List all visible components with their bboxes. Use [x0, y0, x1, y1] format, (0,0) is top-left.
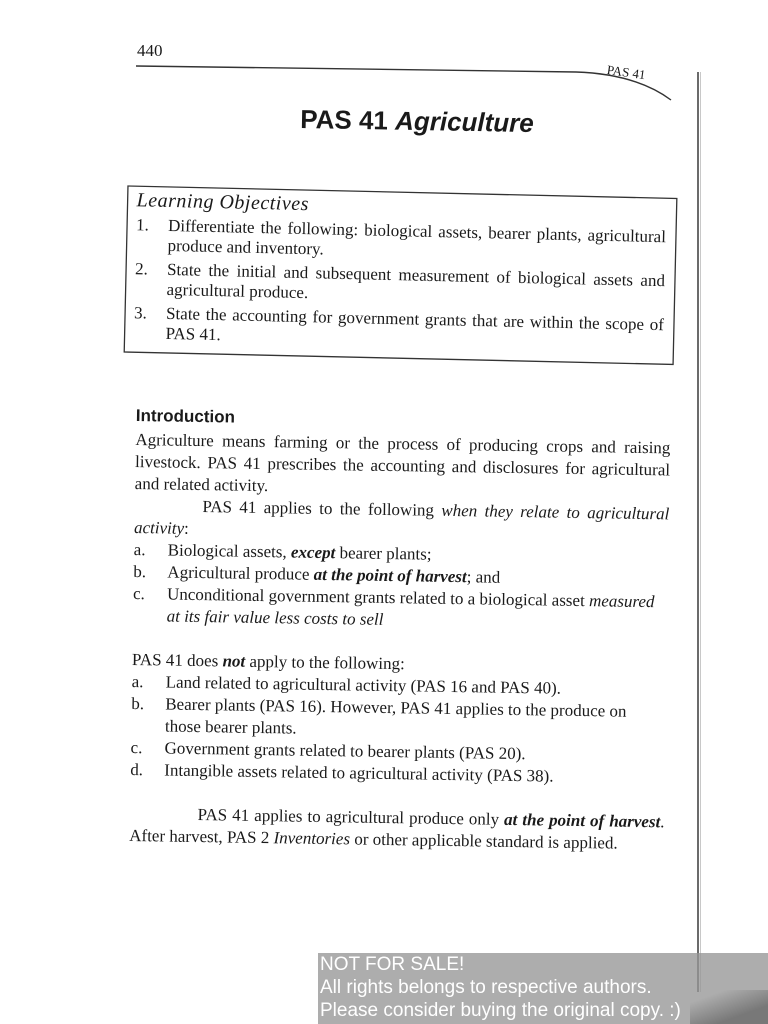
intro-paragraph: Agriculture means farming or the process of producing crops and raising livestock. PAS 41 prescribes the accounting and disclosures for agricultural and related activity. — [134, 429, 671, 496]
not-apply-emphasis: not — [222, 651, 246, 671]
not-apply-text-end: apply to the following: — [245, 651, 405, 674]
applies-italic: when they relate to agricultural activity — [133, 500, 670, 538]
applies-item-text-end: bearer plants; — [335, 543, 432, 564]
objective-number: 3. — [133, 303, 148, 323]
not-applies-item-text: Land related to agricultural activity (PAS 16 and PAS 40). — [165, 672, 562, 698]
applies-item-text: Biological assets, — [167, 540, 292, 562]
learning-objectives-box — [123, 185, 680, 385]
watermark-line: Please consider buying the original copy. :) — [320, 1000, 681, 1021]
objective-number: 1. — [135, 215, 150, 235]
applies-item-letter: c. — [132, 583, 145, 604]
closing-text-mid: . After harvest, PAS 2 — [129, 812, 665, 848]
not-applies-item-text: Bearer plants (PAS 16). However, PAS 41 applies to the produce on those bearer plants. — [164, 694, 627, 738]
closing-italic: Inventories — [273, 828, 351, 849]
objective-text: Differentiate the following: biological assets, bearer plants, agricultural produce and inventory. — [167, 215, 667, 259]
header-rule — [136, 60, 676, 106]
not-apply-text: PAS 41 does — [131, 649, 223, 671]
not-applies-item-letter: c. — [130, 737, 143, 758]
introduction-heading: Introduction — [135, 405, 236, 427]
not-applies-item-text: Intangible assets related to agricultural activity (PAS 38). — [164, 760, 554, 786]
not-applies-item-letter: a. — [131, 671, 144, 692]
objectives-heading: Learning Objectives — [136, 189, 310, 216]
applies-item-text: Agricultural produce — [167, 562, 314, 584]
applies-item-emphasis: except — [290, 542, 336, 563]
objective-item — [134, 259, 665, 311]
applies-item-text: Unconditional government grants related to a biological asset — [166, 584, 590, 611]
objective-text: State the accounting for government grants that are within the scope of PAS 41. — [165, 303, 665, 345]
applies-list — [133, 539, 669, 635]
watermark-line: NOT FOR SALE! — [320, 954, 465, 975]
applies-text: PAS 41 applies to the following — [202, 497, 442, 520]
page-number: 440 — [137, 41, 163, 60]
page-spine-edge — [697, 72, 699, 992]
applies-item — [133, 583, 669, 635]
applies-item-emphasis: at the point of harvest — [313, 564, 467, 587]
objective-text: State the initial and subsequent measurement of biological assets and agricultural produce. — [166, 259, 666, 303]
objective-item — [133, 303, 664, 355]
watermark-line: All rights belongs to respective authors. — [320, 977, 652, 998]
applies-end: : — [183, 518, 189, 538]
applies-item-letter: b. — [133, 561, 147, 582]
watermark-notice — [318, 953, 768, 1024]
page-spine-edge-light — [700, 72, 701, 992]
closing-text-end: or other applicable standard is applied. — [349, 829, 618, 853]
closing-paragraph — [129, 803, 665, 855]
objective-number: 2. — [134, 259, 149, 279]
objectives-list — [133, 215, 666, 359]
running-head: PAS 41 — [605, 62, 647, 83]
closing-emphasis: at the point of harvest — [503, 809, 661, 832]
not-applies-item-letter: d. — [130, 759, 144, 780]
title-emphasis: Agriculture — [394, 105, 535, 139]
applies-item-text-end: ; and — [466, 567, 501, 587]
applies-item-emphasis: measured at its fair value less costs to sell — [166, 591, 655, 629]
not-applies-item-text: Government grants related to bearer plants (PAS 20). — [164, 738, 526, 764]
title-prefix: PAS 41 — [299, 103, 396, 136]
introduction-section — [129, 405, 671, 855]
not-applies-item-letter: b. — [131, 693, 145, 714]
not-applies-list — [130, 671, 667, 789]
applies-item-letter: a. — [133, 539, 146, 560]
closing-text: PAS 41 applies to agricultural produce only — [197, 805, 505, 829]
